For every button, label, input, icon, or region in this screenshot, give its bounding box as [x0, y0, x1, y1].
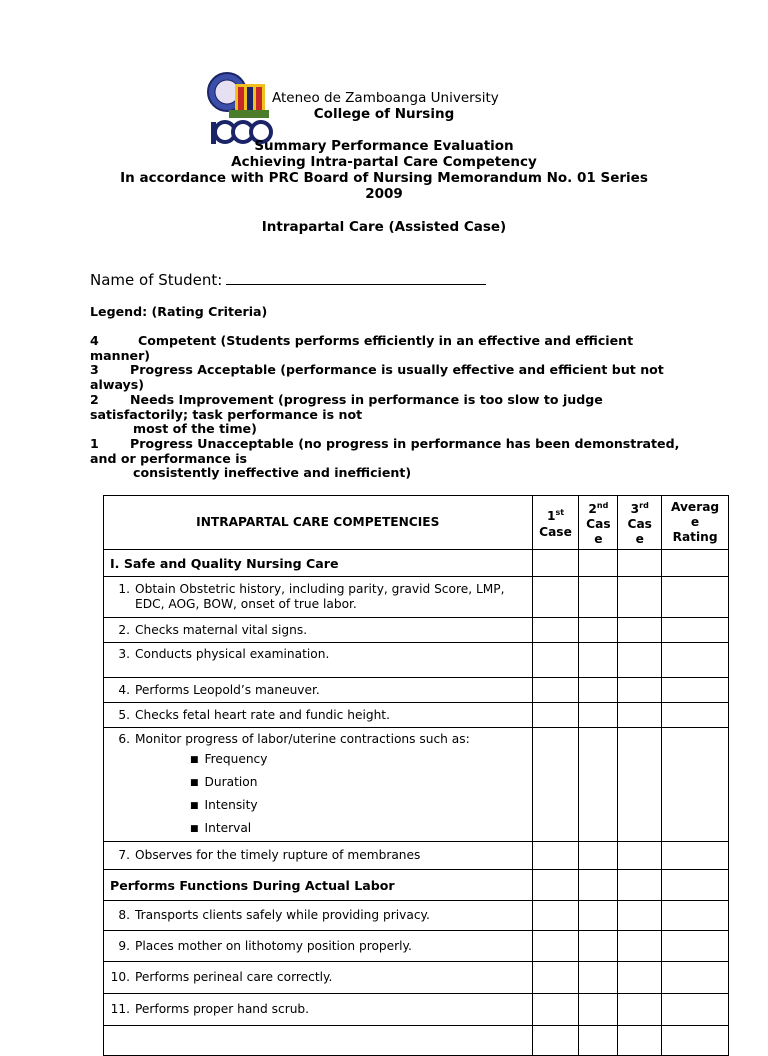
rating-cell[interactable] — [532, 550, 579, 577]
rating-cell[interactable] — [662, 901, 729, 931]
rating-cell[interactable] — [532, 703, 579, 728]
legend-text: Competent (Students performs efficiently in an effective and efficient — [138, 333, 634, 348]
rating-cell[interactable] — [579, 728, 618, 842]
legend-item-3 — [90, 363, 680, 392]
legend-item-1 — [90, 437, 680, 481]
rating-cell[interactable] — [579, 931, 618, 962]
competency-item: 4. Performs Leopold’s maneuver. — [104, 678, 533, 703]
table-row — [104, 901, 729, 931]
rating-cell[interactable] — [618, 618, 662, 643]
rating-cell[interactable] — [532, 643, 579, 678]
competency-item: 2. Checks maternal vital signs. — [104, 618, 533, 643]
header-average-rating: Averag e Rating — [662, 496, 729, 550]
header-case-2: 2nd Cas e — [579, 496, 618, 550]
competency-item — [104, 1026, 533, 1056]
competency-item: 5. Checks fetal heart rate and fundic height. — [104, 703, 533, 728]
rating-cell[interactable] — [618, 678, 662, 703]
memo-line-1: In accordance with PRC Board of Nursing Memorandum No. 01 Series — [120, 170, 648, 186]
college-name: College of Nursing — [313, 106, 455, 122]
competency-item: 1. Obtain Obstetric history, including parity, gravid Score, LMP, EDC, AOG, BOW, onset of true labor. — [104, 577, 533, 618]
bullet-icon: ■ — [190, 778, 199, 788]
competency-item: 8. Transports clients safely while providing privacy. — [104, 901, 533, 931]
bullet-icon: ■ — [190, 755, 199, 765]
header-case-1: 1st Case — [532, 496, 579, 550]
rating-cell[interactable] — [532, 962, 579, 994]
rating-cell[interactable] — [618, 550, 662, 577]
legend-num: 2 — [90, 392, 99, 407]
section-title: Performs Functions During Actual Labor — [104, 870, 533, 901]
competency-item: 6. Monitor progress of labor/uterine contractions such as: ■ Frequency ■ Duration ■ Intensity ■ Interval — [104, 728, 533, 842]
document-title: Summary Performance Evaluation — [254, 138, 514, 154]
legend-text: Progress Acceptable (performance is usually effective and efficient but not — [130, 362, 664, 377]
rating-cell[interactable] — [662, 703, 729, 728]
table-row — [104, 994, 729, 1026]
rating-cell[interactable] — [579, 962, 618, 994]
bullet-icon: ■ — [190, 801, 199, 811]
rating-cell[interactable] — [532, 842, 579, 870]
competency-item: 3. Conducts physical examination. — [104, 643, 533, 678]
rating-cell[interactable] — [532, 994, 579, 1026]
competency-item: 10. Performs perineal care correctly. — [104, 962, 533, 994]
rating-cell[interactable] — [662, 678, 729, 703]
legend-item-2 — [90, 393, 680, 437]
rating-cell[interactable] — [662, 728, 729, 842]
case-type: Intrapartal Care (Assisted Case) — [261, 219, 507, 235]
rating-cell[interactable] — [662, 550, 729, 577]
table-row — [104, 703, 729, 728]
university-name: Ateneo de Zamboanga University — [272, 90, 499, 106]
table-row — [104, 678, 729, 703]
rating-cell[interactable] — [662, 994, 729, 1026]
rating-cell[interactable] — [618, 728, 662, 842]
legend-text: always) — [90, 376, 145, 392]
rating-cell[interactable] — [662, 931, 729, 962]
rating-cell[interactable] — [532, 618, 579, 643]
rating-cell[interactable] — [618, 931, 662, 962]
legend-num: 3 — [90, 362, 99, 377]
list-item: ■ Frequency — [190, 752, 268, 766]
rating-cell[interactable] — [579, 618, 618, 643]
rating-cell[interactable] — [618, 1026, 662, 1056]
list-item: ■ Duration — [190, 775, 258, 789]
legend-text: manner) — [90, 347, 151, 363]
rating-cell[interactable] — [579, 643, 618, 678]
list-item: ■ Interval — [190, 821, 252, 835]
rating-cell[interactable] — [618, 870, 662, 901]
rating-cell[interactable] — [618, 703, 662, 728]
rating-cell[interactable] — [662, 962, 729, 994]
memo-line-2: 2009 — [365, 186, 403, 202]
table-row — [104, 1026, 729, 1056]
rating-cell[interactable] — [618, 962, 662, 994]
contraction-list — [104, 749, 532, 841]
student-name-field — [90, 270, 486, 289]
rating-cell[interactable] — [579, 550, 618, 577]
rating-cell[interactable] — [532, 870, 579, 901]
rating-cell[interactable] — [662, 618, 729, 643]
header-case-3: 3rd Cas e — [618, 496, 662, 550]
legend-item-4 — [90, 334, 680, 363]
rating-cell[interactable] — [532, 901, 579, 931]
rating-cell[interactable] — [532, 577, 579, 618]
competency-item: 9. Places mother on lithotomy position properly. — [104, 931, 533, 962]
rating-cell[interactable] — [618, 643, 662, 678]
table-row — [104, 728, 729, 842]
rating-cell[interactable] — [579, 842, 618, 870]
rating-cell[interactable] — [618, 901, 662, 931]
rating-cell[interactable] — [662, 577, 729, 618]
rating-cell[interactable] — [618, 577, 662, 618]
rating-cell[interactable] — [579, 577, 618, 618]
table-row — [104, 643, 729, 678]
table-header-row — [104, 496, 729, 550]
bullet-icon: ■ — [190, 824, 199, 834]
table-row — [104, 842, 729, 870]
student-name-label: Name of Student: — [90, 271, 223, 289]
rating-cell[interactable] — [662, 643, 729, 678]
table-row — [104, 618, 729, 643]
legend-text: most of the time) — [133, 421, 257, 436]
rating-cell[interactable] — [662, 870, 729, 901]
rating-cell[interactable] — [618, 994, 662, 1026]
table-row — [104, 931, 729, 962]
rating-cell[interactable] — [532, 678, 579, 703]
rating-cell[interactable] — [532, 728, 579, 842]
competency-item: 7. Observes for the timely rupture of membranes — [104, 842, 533, 870]
student-name-blank[interactable] — [226, 270, 486, 285]
competencies-table — [103, 495, 729, 1056]
rating-cell[interactable] — [579, 994, 618, 1026]
legend-text: Needs Improvement (progress in performance is too slow to judge — [130, 392, 603, 407]
rating-cell[interactable] — [579, 870, 618, 901]
rating-cell[interactable] — [579, 678, 618, 703]
rating-cell[interactable] — [579, 901, 618, 931]
table-row — [104, 962, 729, 994]
legend-text: satisfactorily; task performance is not — [90, 406, 363, 422]
section-title: I. Safe and Quality Nursing Care — [104, 550, 533, 577]
legend-text: and or performance is — [90, 450, 248, 466]
rating-cell[interactable] — [532, 1026, 579, 1056]
legend-num: 1 — [90, 436, 99, 451]
table-row — [104, 577, 729, 618]
list-item: ■ Intensity — [190, 798, 258, 812]
section-row — [104, 870, 729, 901]
legend-text: Progress Unacceptable (no progress in performance has been demonstrated, — [130, 436, 680, 451]
legend-num: 4 — [90, 333, 99, 348]
document-subtitle: Achieving Intra-partal Care Competency — [231, 154, 537, 170]
header-competencies: INTRAPARTAL CARE COMPETENCIES — [104, 496, 533, 550]
legend-title: Legend: (Rating Criteria) — [90, 304, 268, 319]
rating-cell[interactable] — [579, 703, 618, 728]
rating-cell[interactable] — [579, 1026, 618, 1056]
rating-cell[interactable] — [532, 931, 579, 962]
competency-item: 11. Performs proper hand scrub. — [104, 994, 533, 1026]
section-row — [104, 550, 729, 577]
rating-cell[interactable] — [662, 842, 729, 870]
rating-cell[interactable] — [618, 842, 662, 870]
rating-cell[interactable] — [662, 1026, 729, 1056]
legend-text: consistently ineffective and inefficient) — [133, 465, 412, 480]
